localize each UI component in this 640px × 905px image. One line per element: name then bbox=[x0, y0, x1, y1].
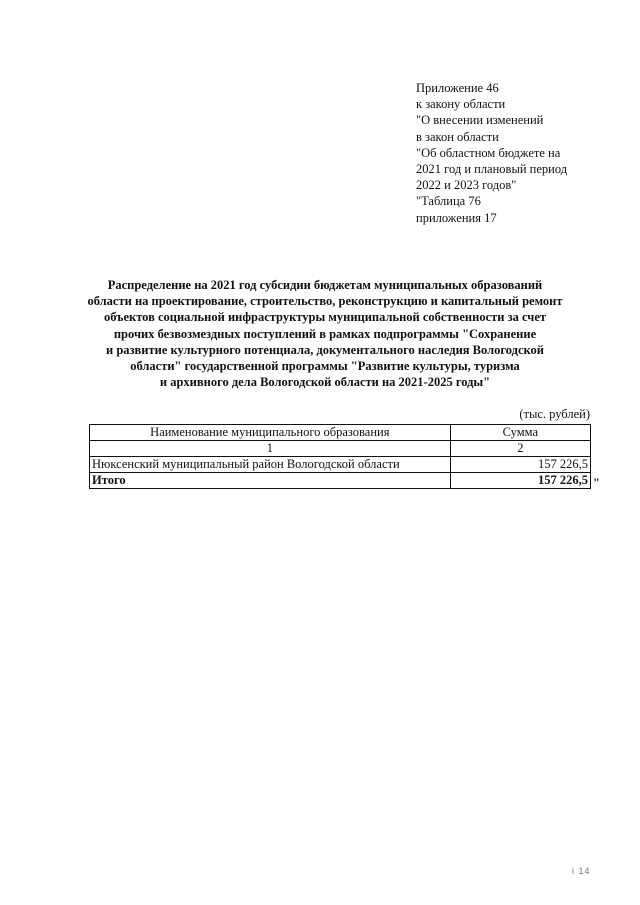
subsidy-table bbox=[89, 424, 591, 489]
title-line: области на проектирование, строительство, реконструкцию и капитальный ремонт bbox=[87, 294, 563, 309]
annex-line: "О внесении изменений bbox=[416, 113, 544, 128]
annex-header bbox=[416, 80, 616, 226]
annex-line: в закон области bbox=[416, 129, 499, 144]
document-title bbox=[60, 277, 590, 390]
annex-line: Приложение 46 bbox=[416, 81, 499, 95]
column-number-1: 1 bbox=[90, 441, 451, 457]
column-number-2: 2 bbox=[450, 441, 590, 457]
column-number-row bbox=[90, 441, 591, 457]
title-line: и развитие культурного потенциала, документального наследия Вологодской bbox=[106, 342, 544, 357]
row-amount: 157 226,5 bbox=[450, 457, 590, 473]
title-line: Распределение на 2021 год субсидии бюджетам муниципальных образований bbox=[107, 278, 543, 292]
annex-line: 2021 год и плановый период bbox=[416, 162, 568, 177]
annex-line: "Об областном бюджете на bbox=[416, 145, 561, 160]
annex-line: к закону области bbox=[416, 97, 506, 112]
header-municipality: Наименование муниципального образования bbox=[90, 425, 451, 441]
closing-quote: " bbox=[593, 476, 600, 490]
title-line: области" государственной программы "Развитие культуры, туризма bbox=[130, 359, 520, 374]
annex-line: 2022 и 2023 годов" bbox=[416, 178, 517, 193]
units-label: (тыс. рублей) bbox=[519, 407, 590, 421]
page-number: i 14 bbox=[572, 866, 591, 876]
total-label: Итого bbox=[90, 473, 451, 489]
row-municipality: Нюксенский муниципальный район Вологодской области bbox=[90, 457, 451, 473]
annex-line: "Таблица 76 bbox=[416, 194, 481, 209]
total-row bbox=[90, 473, 591, 489]
total-amount: 157 226,5 bbox=[450, 473, 590, 489]
annex-line: приложения 17 bbox=[416, 210, 497, 225]
table-header-row bbox=[90, 425, 591, 441]
header-amount: Сумма bbox=[450, 425, 590, 441]
table-row bbox=[90, 457, 591, 473]
title-line: прочих безвозмездных поступлений в рамках подпрограммы "Сохранение bbox=[113, 326, 537, 341]
title-line: объектов социальной инфраструктуры муниципальной собственности за счет bbox=[103, 310, 547, 325]
title-line: и архивного дела Вологодской области на 2021-2025 годы" bbox=[159, 375, 491, 390]
